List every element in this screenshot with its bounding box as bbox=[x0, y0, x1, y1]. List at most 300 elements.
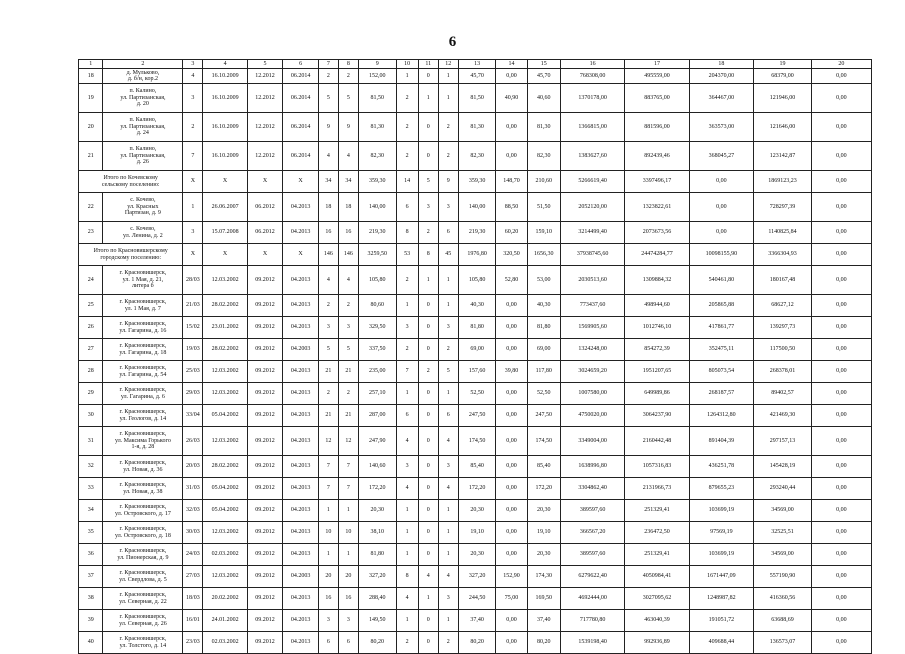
row-number: 38 bbox=[79, 588, 103, 610]
table-cell: 18 bbox=[338, 193, 358, 222]
table-cell: 236472,50 bbox=[625, 522, 689, 544]
table-cell: 247,50 bbox=[458, 405, 496, 427]
table-cell: 3064237,90 bbox=[625, 405, 689, 427]
table-row bbox=[79, 456, 872, 478]
table-cell: 7 bbox=[338, 478, 358, 500]
table-row bbox=[79, 339, 872, 361]
table-cell: 329,50 bbox=[358, 317, 396, 339]
table-cell: 268378,01 bbox=[754, 361, 812, 383]
table-cell: 219,30 bbox=[358, 222, 396, 244]
table-cell: 1007580,00 bbox=[560, 383, 624, 405]
table-cell: 0 bbox=[418, 456, 438, 478]
table-cell: 2 bbox=[396, 142, 418, 171]
table-cell: 3366304,93 bbox=[754, 244, 812, 266]
table-cell: 5 bbox=[338, 339, 358, 361]
table-cell: 2052120,00 bbox=[560, 193, 624, 222]
table-cell: 34 bbox=[338, 171, 358, 193]
table-cell: 4 bbox=[418, 566, 438, 588]
table-cell: 21 bbox=[318, 361, 338, 383]
table-row bbox=[79, 295, 872, 317]
table-cell: 2 bbox=[396, 84, 418, 113]
table-cell: 4 bbox=[396, 588, 418, 610]
column-header: 9 bbox=[358, 60, 396, 69]
table-cell: 2 bbox=[183, 113, 203, 142]
table-cell: X bbox=[247, 171, 283, 193]
table-cell: 68627,12 bbox=[754, 295, 812, 317]
table-cell: 251329,41 bbox=[625, 500, 689, 522]
table-cell: 297157,13 bbox=[754, 427, 812, 456]
address-cell: г. Красновишерск, ул. 1 Мая, д. 7 bbox=[103, 295, 183, 317]
table-cell: 2160442,48 bbox=[625, 427, 689, 456]
table-cell: 75,00 bbox=[496, 588, 527, 610]
row-number: 26 bbox=[79, 317, 103, 339]
table-cell: 495559,00 bbox=[625, 69, 689, 84]
table-cell: 6 bbox=[318, 632, 338, 654]
table-cell: 7 bbox=[183, 142, 203, 171]
table-cell: 1 bbox=[318, 544, 338, 566]
address-cell: с. Кочево, ул. Ленина, д. 2 bbox=[103, 222, 183, 244]
table-cell: 04.2013 bbox=[283, 295, 319, 317]
table-cell: 0,00 bbox=[689, 222, 753, 244]
table-cell: 123142,87 bbox=[754, 142, 812, 171]
table-cell: 16 bbox=[338, 588, 358, 610]
table-cell: 04.2013 bbox=[283, 361, 319, 383]
table-cell: 05.04.2002 bbox=[203, 500, 247, 522]
table-cell: 0 bbox=[418, 142, 438, 171]
table-cell: 33/04 bbox=[183, 405, 203, 427]
column-header: 17 bbox=[625, 60, 689, 69]
table-cell: 498944,60 bbox=[625, 295, 689, 317]
column-header: 8 bbox=[338, 60, 358, 69]
table-cell: 04.2013 bbox=[283, 266, 319, 295]
table-cell: 0,00 bbox=[496, 405, 527, 427]
table-cell: 30/03 bbox=[183, 522, 203, 544]
column-header: 11 bbox=[418, 60, 438, 69]
table-cell: 0,00 bbox=[496, 522, 527, 544]
table-cell: 728297,39 bbox=[754, 193, 812, 222]
table-cell: 0,00 bbox=[811, 427, 871, 456]
table-cell: 09.2012 bbox=[247, 478, 283, 500]
table-row bbox=[79, 478, 872, 500]
row-number: 18 bbox=[79, 69, 103, 84]
table-cell: 881596,00 bbox=[625, 113, 689, 142]
table-cell: 0 bbox=[418, 405, 438, 427]
row-number: 24 bbox=[79, 266, 103, 295]
table-cell: 32/03 bbox=[183, 500, 203, 522]
table-cell: 16 bbox=[318, 222, 338, 244]
table-cell: 0 bbox=[418, 317, 438, 339]
table-cell: 24.01.2002 bbox=[203, 610, 247, 632]
table-cell: 0,00 bbox=[811, 84, 871, 113]
table-cell: 12.03.2002 bbox=[203, 361, 247, 383]
table-cell: 28.02.2002 bbox=[203, 339, 247, 361]
table-cell: 0,00 bbox=[811, 244, 871, 266]
table-cell: 27/03 bbox=[183, 566, 203, 588]
table-cell: 9 bbox=[338, 113, 358, 142]
table-cell: 0,00 bbox=[811, 339, 871, 361]
address-cell: г. Красновишерск, ул. Максима Горького 1-я, д. 28 bbox=[103, 427, 183, 456]
column-header: 18 bbox=[689, 60, 753, 69]
table-cell: 389597,60 bbox=[560, 544, 624, 566]
table-cell: 992936,89 bbox=[625, 632, 689, 654]
table-cell: 05.04.2002 bbox=[203, 405, 247, 427]
table-cell: 26/03 bbox=[183, 427, 203, 456]
table-cell: 3349004,00 bbox=[560, 427, 624, 456]
column-number-row bbox=[79, 60, 872, 69]
table-cell: 359,30 bbox=[358, 171, 396, 193]
table-cell: 247,50 bbox=[527, 405, 560, 427]
page-number: 6 bbox=[448, 34, 457, 50]
table-cell: 85,40 bbox=[458, 456, 496, 478]
table-cell: 80,20 bbox=[458, 632, 496, 654]
table-cell: 891404,39 bbox=[689, 427, 753, 456]
table-cell: 23/03 bbox=[183, 632, 203, 654]
table-cell: 0 bbox=[418, 383, 438, 405]
table-cell: 2030513,60 bbox=[560, 266, 624, 295]
table-cell: 04.2013 bbox=[283, 500, 319, 522]
table-cell: 416360,56 bbox=[754, 588, 812, 610]
table-cell: 883765,00 bbox=[625, 84, 689, 113]
table-cell: 0,00 bbox=[811, 456, 871, 478]
table-cell: 09.2012 bbox=[247, 632, 283, 654]
table-cell: 34569,00 bbox=[754, 500, 812, 522]
table-cell: 09.2012 bbox=[247, 588, 283, 610]
table-cell: 04.2013 bbox=[283, 317, 319, 339]
table-cell: 1 bbox=[438, 383, 458, 405]
table-cell: 10 bbox=[338, 522, 358, 544]
table-cell: 0,00 bbox=[496, 339, 527, 361]
table-cell: 69,00 bbox=[527, 339, 560, 361]
table-cell: 892439,46 bbox=[625, 142, 689, 171]
table-cell: 4750020,00 bbox=[560, 405, 624, 427]
table-cell: 1 bbox=[438, 295, 458, 317]
table-cell: 40,30 bbox=[458, 295, 496, 317]
table-cell: 157,60 bbox=[458, 361, 496, 383]
table-cell: 0,00 bbox=[496, 427, 527, 456]
table-cell: 20,30 bbox=[527, 544, 560, 566]
table-cell: 16.10.2009 bbox=[203, 142, 247, 171]
table-cell: 06.2012 bbox=[247, 193, 283, 222]
row-number: 32 bbox=[79, 456, 103, 478]
table-cell: 09.2012 bbox=[247, 383, 283, 405]
table-cell: 81,50 bbox=[358, 84, 396, 113]
table-cell: 82,30 bbox=[458, 142, 496, 171]
table-cell: 3 bbox=[338, 317, 358, 339]
table-cell: 247,90 bbox=[358, 427, 396, 456]
table-cell: 1 bbox=[318, 500, 338, 522]
table-cell: 1140825,84 bbox=[754, 222, 812, 244]
table-cell: 4 bbox=[438, 566, 458, 588]
table-cell: 4 bbox=[338, 266, 358, 295]
table-cell: 2 bbox=[418, 361, 438, 383]
table-cell: 140,00 bbox=[458, 193, 496, 222]
table-cell: 20,30 bbox=[358, 500, 396, 522]
table-cell: 1370178,00 bbox=[560, 84, 624, 113]
table-cell: 172,20 bbox=[358, 478, 396, 500]
table-cell: 0,00 bbox=[811, 69, 871, 84]
table-cell: 268187,57 bbox=[689, 383, 753, 405]
table-cell: 2 bbox=[338, 295, 358, 317]
table-cell: X bbox=[183, 171, 203, 193]
row-number: 23 bbox=[79, 222, 103, 244]
table-cell: 0,00 bbox=[496, 113, 527, 142]
table-cell: 18 bbox=[318, 193, 338, 222]
table-cell: 191051,72 bbox=[689, 610, 753, 632]
table-cell: 257,10 bbox=[358, 383, 396, 405]
table-cell: 19,10 bbox=[458, 522, 496, 544]
table-cell: 15.07.2008 bbox=[203, 222, 247, 244]
table-cell: 09.2012 bbox=[247, 522, 283, 544]
table-cell: 879655,23 bbox=[689, 478, 753, 500]
table-cell: 04.2013 bbox=[283, 522, 319, 544]
table-cell: 0,00 bbox=[811, 222, 871, 244]
table-cell: 12.2012 bbox=[247, 69, 283, 84]
table-row bbox=[79, 193, 872, 222]
table-cell: 105,80 bbox=[458, 266, 496, 295]
table-cell: 0 bbox=[418, 632, 438, 654]
table-cell: 649989,86 bbox=[625, 383, 689, 405]
row-number: 33 bbox=[79, 478, 103, 500]
table-cell: 1 bbox=[396, 500, 418, 522]
table-cell: 327,20 bbox=[458, 566, 496, 588]
table-cell: 172,20 bbox=[527, 478, 560, 500]
table-cell: 0 bbox=[418, 295, 438, 317]
address-cell: п. Калино, ул. Партизанская, д. 20 bbox=[103, 84, 183, 113]
row-number: 30 bbox=[79, 405, 103, 427]
table-cell: 364467,00 bbox=[689, 84, 753, 113]
table-cell: 0,00 bbox=[689, 171, 753, 193]
table-cell: 717780,80 bbox=[560, 610, 624, 632]
table-cell: 81,80 bbox=[458, 317, 496, 339]
table-cell: 1 bbox=[418, 266, 438, 295]
table-cell: 82,30 bbox=[527, 142, 560, 171]
table-cell: 352475,11 bbox=[689, 339, 753, 361]
table-cell: 0,00 bbox=[811, 610, 871, 632]
table-cell: 0,00 bbox=[811, 566, 871, 588]
row-number: 21 bbox=[79, 142, 103, 171]
table-cell: 19,10 bbox=[527, 522, 560, 544]
column-header: 19 bbox=[754, 60, 812, 69]
table-cell: 60,20 bbox=[496, 222, 527, 244]
table-cell: 81,50 bbox=[458, 84, 496, 113]
table-cell: 40,60 bbox=[527, 84, 560, 113]
table-cell: 3 bbox=[418, 193, 438, 222]
table-cell: 0,00 bbox=[811, 295, 871, 317]
table-cell: 0,00 bbox=[811, 142, 871, 171]
table-cell: 140,00 bbox=[358, 193, 396, 222]
address-cell: с. Кочево, ул. Красных Партизан, д. 9 bbox=[103, 193, 183, 222]
table-cell: 0,00 bbox=[496, 544, 527, 566]
table-cell: 16 bbox=[318, 588, 338, 610]
address-cell: г. Красновишерск, ул. Новая, д. 38 bbox=[103, 478, 183, 500]
table-cell: 0,00 bbox=[811, 317, 871, 339]
table-cell: 366567,20 bbox=[560, 522, 624, 544]
column-header: 4 bbox=[203, 60, 247, 69]
table-cell: 3027095,62 bbox=[625, 588, 689, 610]
table-cell: 1951207,65 bbox=[625, 361, 689, 383]
table-cell: 0 bbox=[418, 544, 438, 566]
table-cell: 19/03 bbox=[183, 339, 203, 361]
address-cell: г. Красновишерск, ул. 1 Мая, д. 21, литера б bbox=[103, 266, 183, 295]
table-cell: 0 bbox=[418, 610, 438, 632]
table-body bbox=[79, 60, 872, 654]
table-cell: 1012746,10 bbox=[625, 317, 689, 339]
subtotal-label: Итого по Кочевскому сельскому поселению: bbox=[79, 171, 183, 193]
column-header: 5 bbox=[247, 60, 283, 69]
table-cell: 1 bbox=[396, 544, 418, 566]
table-cell: 31/03 bbox=[183, 478, 203, 500]
table-cell: X bbox=[183, 244, 203, 266]
table-cell: 09.2012 bbox=[247, 339, 283, 361]
table-cell: 1656,30 bbox=[527, 244, 560, 266]
table-cell: 53,00 bbox=[527, 266, 560, 295]
table-cell: 09.2012 bbox=[247, 295, 283, 317]
table-cell: 149,50 bbox=[358, 610, 396, 632]
table-cell: 16 bbox=[338, 222, 358, 244]
table-cell: 7 bbox=[318, 478, 338, 500]
table-cell: 2 bbox=[318, 69, 338, 84]
table-cell: 40,90 bbox=[496, 84, 527, 113]
table-cell: 6 bbox=[396, 405, 418, 427]
row-number: 27 bbox=[79, 339, 103, 361]
table-cell: 09.2012 bbox=[247, 266, 283, 295]
table-cell: 2 bbox=[396, 632, 418, 654]
table-cell: 1057316,83 bbox=[625, 456, 689, 478]
table-cell: 117500,50 bbox=[754, 339, 812, 361]
address-cell: г. Красновишерск, ул. Пионерская, д. 9 bbox=[103, 544, 183, 566]
table-cell: 148,70 bbox=[496, 171, 527, 193]
table-cell: 20.02.2002 bbox=[203, 588, 247, 610]
table-cell: 24474284,77 bbox=[625, 244, 689, 266]
table-cell: 0,00 bbox=[811, 522, 871, 544]
table-cell: 04.2013 bbox=[283, 588, 319, 610]
table-cell: 1264312,80 bbox=[689, 405, 753, 427]
table-cell: 09.2012 bbox=[247, 317, 283, 339]
table-cell: 81,30 bbox=[458, 113, 496, 142]
table-cell: 8 bbox=[418, 244, 438, 266]
row-number: 25 bbox=[79, 295, 103, 317]
table-cell: 04.2013 bbox=[283, 632, 319, 654]
table-cell: 8 bbox=[396, 222, 418, 244]
table-cell: 0 bbox=[418, 478, 438, 500]
table-cell: 15/02 bbox=[183, 317, 203, 339]
address-cell: г. Красновишерск, ул. Островского, д. 17 bbox=[103, 500, 183, 522]
table-cell: 7 bbox=[318, 456, 338, 478]
table-cell: 12.2012 bbox=[247, 84, 283, 113]
table-cell: 1 bbox=[183, 193, 203, 222]
table-cell: 103699,19 bbox=[689, 500, 753, 522]
table-cell: 337,50 bbox=[358, 339, 396, 361]
address-cell: г. Красновишерск, ул. Геологов, д. 14 bbox=[103, 405, 183, 427]
table-cell: 152,00 bbox=[358, 69, 396, 84]
table-cell: 0,00 bbox=[811, 588, 871, 610]
table-cell: 768308,00 bbox=[560, 69, 624, 84]
table-cell: 0 bbox=[418, 522, 438, 544]
table-cell: 0,00 bbox=[496, 456, 527, 478]
table-cell: 1 bbox=[396, 522, 418, 544]
table-cell: 26.06.2007 bbox=[203, 193, 247, 222]
table-cell: 81,30 bbox=[527, 113, 560, 142]
table-cell: 18/03 bbox=[183, 588, 203, 610]
table-row bbox=[79, 405, 872, 427]
table-cell: 4050984,41 bbox=[625, 566, 689, 588]
table-cell: 9 bbox=[438, 171, 458, 193]
table-cell: 136573,07 bbox=[754, 632, 812, 654]
table-cell: 3 bbox=[318, 317, 338, 339]
column-header: 13 bbox=[458, 60, 496, 69]
table-cell: 139297,73 bbox=[754, 317, 812, 339]
row-number: 22 bbox=[79, 193, 103, 222]
table-cell: 3 bbox=[438, 193, 458, 222]
table-cell: 1 bbox=[338, 500, 358, 522]
table-cell: 2 bbox=[318, 383, 338, 405]
row-number: 36 bbox=[79, 544, 103, 566]
table-cell: 3 bbox=[318, 610, 338, 632]
table-cell: 8 bbox=[396, 566, 418, 588]
table-cell: 3304862,40 bbox=[560, 478, 624, 500]
table-cell: 1383627,60 bbox=[560, 142, 624, 171]
subtotal-row bbox=[79, 244, 872, 266]
table-cell: 4 bbox=[438, 427, 458, 456]
row-number: 19 bbox=[79, 84, 103, 113]
table-cell: 34569,00 bbox=[754, 544, 812, 566]
table-cell: 0,00 bbox=[811, 113, 871, 142]
table-cell: 09.2012 bbox=[247, 456, 283, 478]
table-cell: 3 bbox=[338, 610, 358, 632]
table-cell: 2073673,56 bbox=[625, 222, 689, 244]
table-cell: 287,00 bbox=[358, 405, 396, 427]
table-cell: X bbox=[283, 171, 319, 193]
table-cell: 773437,60 bbox=[560, 295, 624, 317]
table-cell: 0,00 bbox=[811, 500, 871, 522]
table-cell: 12.03.2002 bbox=[203, 522, 247, 544]
table-cell: 0,00 bbox=[496, 478, 527, 500]
table-cell: 04.2013 bbox=[283, 478, 319, 500]
row-number: 39 bbox=[79, 610, 103, 632]
address-cell: г. Красновишерск, ул. Свердлова, д. 5 bbox=[103, 566, 183, 588]
table-cell: 21 bbox=[318, 405, 338, 427]
row-number: 28 bbox=[79, 361, 103, 383]
table-cell: 21 bbox=[338, 405, 358, 427]
table-cell: 4 bbox=[396, 478, 418, 500]
column-header: 16 bbox=[560, 60, 624, 69]
table-cell: 5 bbox=[338, 84, 358, 113]
table-cell: 2 bbox=[418, 222, 438, 244]
table-cell: 09.2012 bbox=[247, 566, 283, 588]
table-cell: 288,40 bbox=[358, 588, 396, 610]
table-cell: 0,00 bbox=[496, 610, 527, 632]
table-cell: 174,30 bbox=[527, 566, 560, 588]
table-cell: 0,00 bbox=[811, 478, 871, 500]
table-cell: 10098155,90 bbox=[689, 244, 753, 266]
table-cell: 29/03 bbox=[183, 383, 203, 405]
column-header: 14 bbox=[496, 60, 527, 69]
table-cell: 0,00 bbox=[496, 142, 527, 171]
row-number: 35 bbox=[79, 522, 103, 544]
table-cell: 04.2013 bbox=[283, 456, 319, 478]
table-cell: 7 bbox=[338, 456, 358, 478]
table-row bbox=[79, 566, 872, 588]
table-cell: 409688,44 bbox=[689, 632, 753, 654]
table-cell: 06.2014 bbox=[283, 113, 319, 142]
table-cell: 6 bbox=[396, 193, 418, 222]
table-cell: 1 bbox=[438, 500, 458, 522]
table-row bbox=[79, 544, 872, 566]
address-cell: г. Красновишерск, ул. Гагарина, д. 54 bbox=[103, 361, 183, 383]
table-row bbox=[79, 317, 872, 339]
table-cell: 1569905,60 bbox=[560, 317, 624, 339]
table-cell: 3 bbox=[438, 588, 458, 610]
